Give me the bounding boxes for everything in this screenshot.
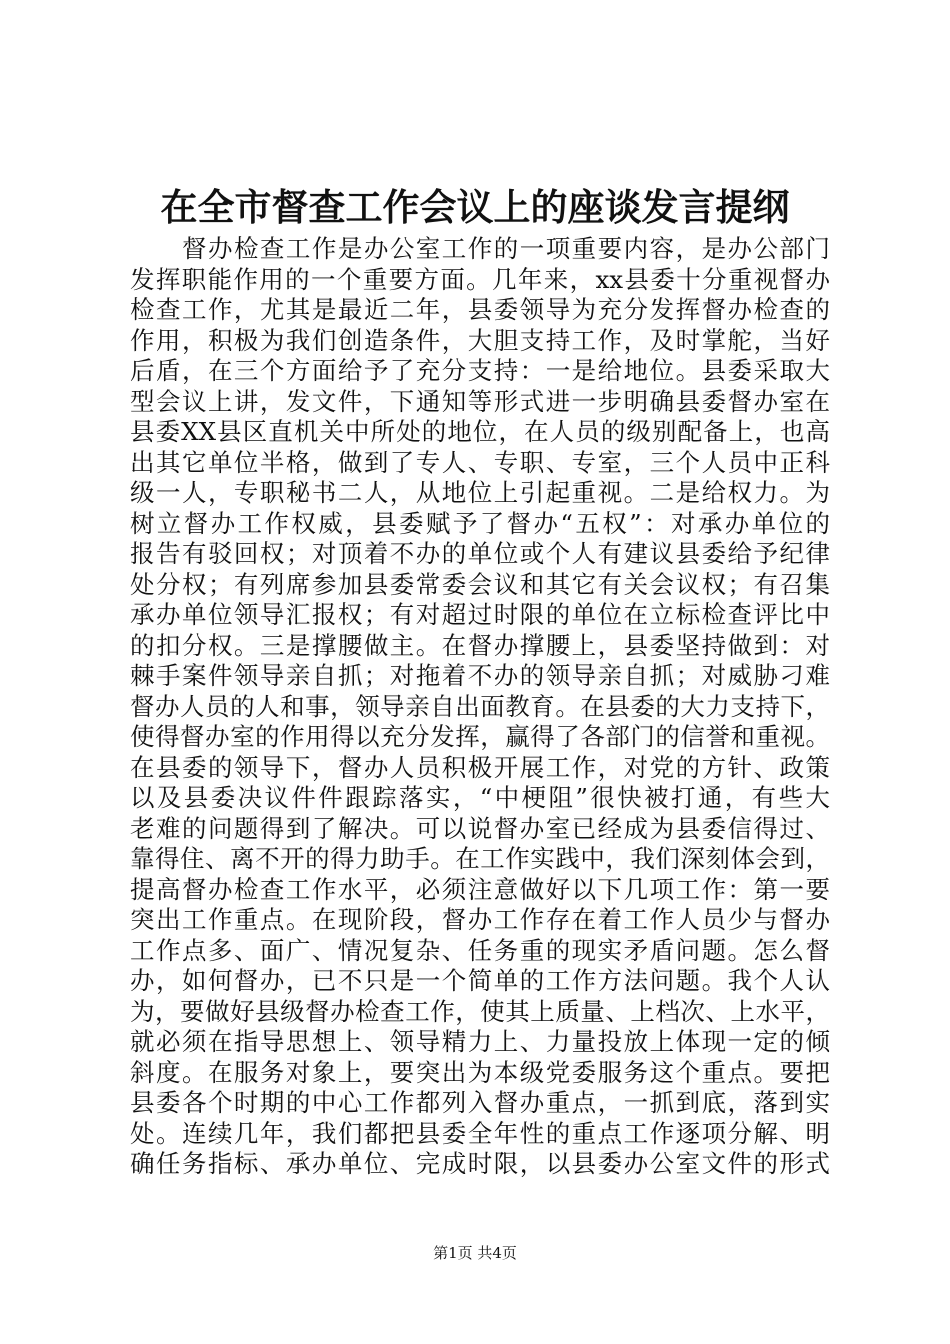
body-line: 型会议上讲，发文件，下通知等形式进一步明确县委督办室在 <box>130 386 830 416</box>
body-line: 斜度。在服务对象上，要突出为本级党委服务这个重点。要把 <box>130 1057 830 1087</box>
body-line: 出其它单位半格，做到了专人、专职、专室，三个人员中正科 <box>130 447 830 477</box>
document-title: 在全市督查工作会议上的座谈发言提纲 <box>160 185 790 229</box>
page-footer <box>0 1243 950 1263</box>
body-line: 在县委的领导下，督办人员积极开展工作，对党的方针、政策 <box>130 752 830 782</box>
body-line: 为，要做好县级督办检查工作，使其上质量、上档次、上水平， <box>130 996 830 1026</box>
body-line: 报告有驳回权；对顶着不办的单位或个人有建议县委给予纪律 <box>130 539 830 568</box>
body-line: 确任务指标、承办单位、完成时限，以县委办公室文件的形式 <box>130 1149 830 1178</box>
body-line: 处分权；有列席参加县委常委会议和其它有关会议权；有召集 <box>130 569 830 599</box>
body-line: 就必须在指导思想上、领导精力上、力量投放上体现一定的倾 <box>130 1027 830 1056</box>
body-line: 后盾，在三个方面给予了充分支持：一是给地位。县委采取大 <box>130 356 830 385</box>
body-line: 树立督办工作权威，县委赋予了督办“五权”：对承办单位的 <box>130 508 830 538</box>
body-line: 以及县委决议件件跟踪落实，“中梗阻”很快被打通，有些大 <box>130 783 830 812</box>
body-line: 提高督办检查工作水平，必须注意做好以下几项工作：第一要 <box>130 874 830 904</box>
body-line: 工作点多、面广、情况复杂、任务重的现实矛盾问题。怎么督 <box>130 935 830 965</box>
body-line: 级一人，专职秘书二人，从地位上引起重视。二是给权力。为 <box>130 478 830 507</box>
body-line: 老难的问题得到了解决。可以说督办室已经成为县委信得过、 <box>130 813 830 843</box>
body-line: 督办人员的人和事，领导亲自出面教育。在县委的大力支持下， <box>130 691 830 721</box>
body-line: 处。连续几年，我们都把县委全年性的重点工作逐项分解、明 <box>130 1118 830 1148</box>
body-line: 使得督办室的作用得以充分发挥，赢得了各部门的信誉和重视。 <box>130 722 830 751</box>
body-line: 棘手案件领导亲自抓；对拖着不办的领导亲自抓；对威胁刁难 <box>130 661 830 690</box>
body-line: 突出工作重点。在现阶段，督办工作存在着工作人员少与督办 <box>130 905 830 934</box>
body-line: 检查工作，尤其是最近二年，县委领导为充分发挥督办检查的 <box>130 295 830 324</box>
body-line: 县委XX县区直机关中所处的地位，在人员的级别配备上，也高 <box>130 417 830 446</box>
body-line: 承办单位领导汇报权；有对超过时限的单位在立标检查评比中 <box>130 600 830 629</box>
body-line: 作用，积极为我们创造条件，大胆支持工作，及时掌舵，当好 <box>130 325 830 355</box>
body-line: 督办检查工作是办公室工作的一项重要内容，是办公部门 <box>182 234 830 263</box>
body-line: 县委各个时期的中心工作都列入督办重点，一抓到底，落到实 <box>130 1088 830 1117</box>
document-body <box>130 234 830 1180</box>
page-indicator: 第1页 共4页 <box>433 1244 517 1262</box>
body-line: 发挥职能作用的一个重要方面。几年来，xx县委十分重视督办 <box>130 264 830 294</box>
body-line: 办，如何督办，已不只是一个简单的工作方法问题。我个人认 <box>130 966 830 995</box>
body-line: 的扣分权。三是撑腰做主。在督办撑腰上，县委坚持做到：对 <box>130 630 830 660</box>
body-line: 靠得住、离不开的得力助手。在工作实践中，我们深刻体会到， <box>130 844 830 873</box>
